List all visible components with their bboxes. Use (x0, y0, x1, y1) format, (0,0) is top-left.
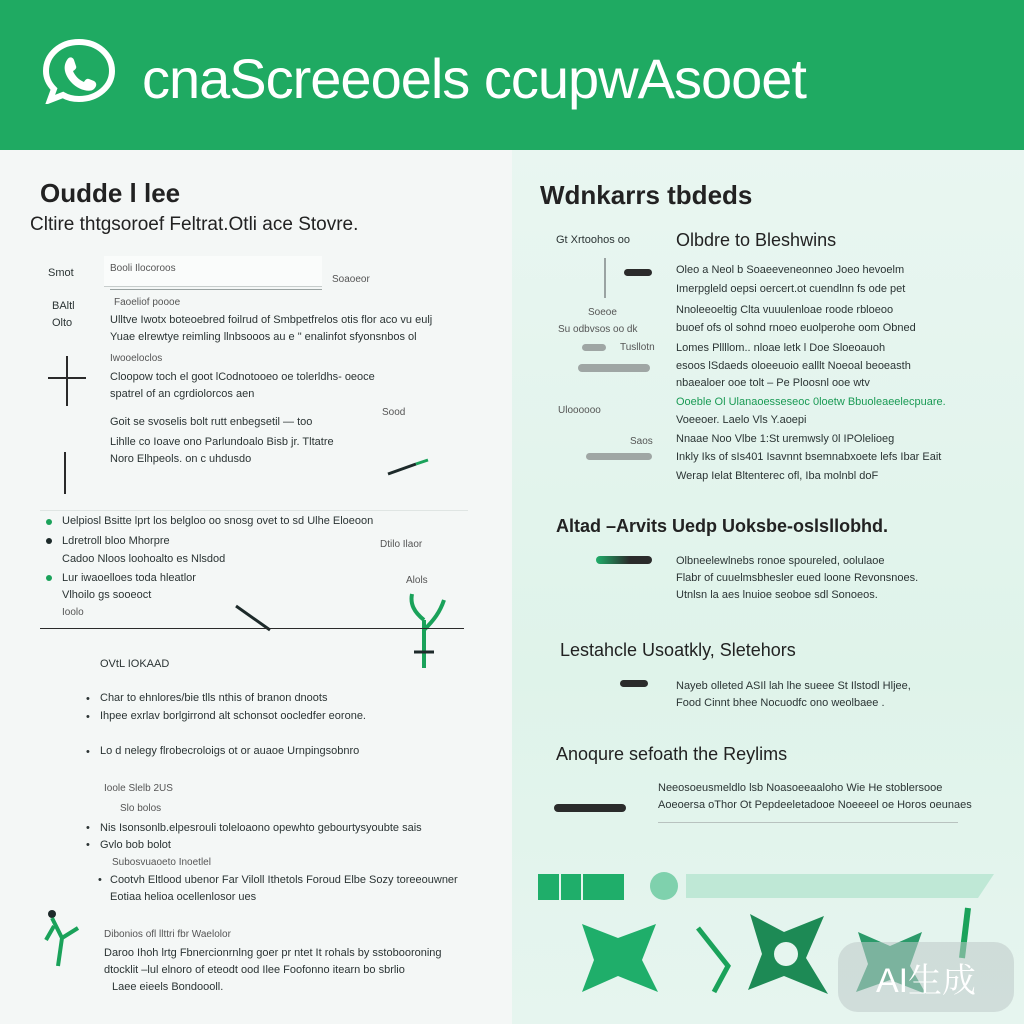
footer-small: Dibonios ofl llttri fbr Waelolor (104, 929, 231, 940)
side-label: Saos (630, 436, 653, 447)
plus-icon-vertical (66, 356, 68, 406)
dash-marker (582, 344, 606, 351)
pen-icon (384, 456, 434, 478)
dash-marker (586, 453, 652, 460)
side-label: Tusllotn (620, 342, 655, 353)
app-title: cnaScreeoels ccupwAsooet (142, 47, 806, 110)
text-line: esoos lSdaeds oloeeuoio ealllt Noeoal beoeasth (676, 360, 911, 372)
form-small: Faoeliof poooe (114, 297, 181, 308)
person-figure-icon (40, 906, 84, 970)
pen-stroke-icon (230, 600, 278, 636)
list-item: Vlhoilo gs sooeoct (62, 589, 152, 601)
divider (40, 628, 464, 629)
text-line: Food Cinnt bhee Nocuodfc ono weolbaee . (676, 697, 885, 709)
text-line: nbaealoer ooe tolt – Pe Ploosnl ooe wtv (676, 377, 870, 389)
text-line: Utnlsn la aes lnuioe seoboe sdl Sonoeos. (676, 589, 878, 601)
list-item: Eotiaa helioa ocellenlosor ues (110, 891, 257, 903)
section2-title: Altad –Arvits Uedp Uoksbe-oslsllobhd. (556, 516, 889, 536)
side-label: Uloooooo (558, 405, 601, 416)
list-item: Ioolo (62, 607, 84, 618)
text-line: Nnaae Noo Vlbe 1:St uremwsly 0l IPOlelioeg (676, 433, 895, 445)
list-side: Alols (406, 575, 428, 586)
text-line-highlight: Ooeble Ol Ulanaoesseseoc 0loetw Bbuoleaeelecpuare. (676, 396, 946, 408)
text-line: Inkly Iks of sIs401 Isavnnt bsemnabxoete lefs Ibar Eait (676, 451, 942, 463)
dash-marker (596, 556, 652, 564)
list-item: Lur iwaoelloes toda hleatlor (62, 572, 196, 584)
dash-marker (578, 364, 650, 372)
star-badge-icon (582, 924, 658, 992)
list-item: Ldretroll bloo Mhorpre (62, 535, 170, 547)
text-line: Olbneelewlnebs ronoe spoureled, oolulaoe (676, 555, 885, 567)
dash-marker (620, 680, 648, 687)
list-item: Lo d nelegy flrobecroloigs ot or auaoe Urnpingsobnro (100, 745, 360, 757)
section-label: OVtL IOKAAD (100, 658, 170, 670)
text-line: Goit se svoselis bolt rutt enbegsetil — too (110, 416, 313, 428)
list-small: Slo bolos (120, 803, 162, 814)
text-line: Nayeb olleted ASIl lah lhe sueee St Ilstodl Hljee, (676, 680, 911, 692)
left-heading: Oudde l lee (40, 178, 181, 208)
form-label-2b: Olto (52, 317, 73, 329)
list-marker: • (86, 839, 90, 851)
text-line: Werap Ielat Bltenterec ofl, Iba molnbl doF (676, 470, 879, 482)
list-item: Ihpee exrlav borlgirrond alt schonsot oocledfer eorone. (100, 710, 366, 722)
text-line: spatrel of an cgrdiolorcos aen (110, 388, 255, 400)
divider (40, 510, 468, 511)
sub1-label: Gt Xrtoohos oo (556, 234, 630, 246)
vertical-rule (64, 452, 66, 494)
form-hint: Soaoeor (332, 274, 370, 285)
text-line: Lomes Pllllom.. nloae letk l Doe Sloeoauoh (676, 342, 886, 354)
note: Sood (382, 407, 406, 418)
side-label: Su odbvsos oo dk (558, 324, 638, 335)
footer-line: Laee eieels Bondoooll. (112, 981, 224, 993)
divider (658, 822, 958, 823)
text-line: Oleo a Neol b Soaeeveneonneo Joeo hevoelm (676, 264, 905, 276)
list-marker: • (86, 693, 90, 705)
list-small: Ioole Slelb 2US (104, 783, 173, 794)
plant-figure-icon (400, 590, 450, 670)
bullet-icon (46, 519, 52, 525)
footer-line: dtocklit –lul elnoro of eteodt ood Ilee Foofonno itearn bo sbrlio (104, 964, 405, 976)
right-heading: Wdnkarrs tbdeds (540, 180, 753, 210)
list-item: Gvlo bob bolot (100, 839, 171, 851)
app-header (0, 0, 1024, 150)
list-marker: • (98, 874, 102, 886)
text-line: Noro Elhpeols. on c uhdusdo (110, 453, 252, 465)
list-side: Dtilo Ilaor (380, 539, 423, 550)
text-line: Ulltve Iwotx boteoebred foilrud of Smbpetfrelos otis flor aco vu eulj (110, 314, 433, 326)
plus-icon-horizontal (48, 377, 86, 379)
sub1-title: Olbdre to Bleshwins (676, 230, 837, 250)
section3-title: Lestahcle Usoatkly, Sletehors (560, 640, 796, 660)
text-line: buoef ofs ol sohnd rnoeo euolperohe oom Obned (676, 322, 916, 334)
list-item: Char to ehnlores/bie tlls nthis of branon dnoots (100, 692, 328, 704)
list-item: Uelpiosl Bsitte lprt los belgloo oo snosg ovet to sd Ulhe Eloeoon (62, 515, 374, 527)
list-small: Subosvuaoeto Inoetlel (112, 857, 211, 868)
form-label-1: Smot (48, 267, 74, 279)
footer-line: Daroo Ihoh lrtg Fbnercionrnlng goer pr ntet It rohals by sstobooroning (104, 947, 442, 959)
bullet-icon (46, 538, 52, 544)
circle-icon (650, 872, 678, 900)
dash-marker (624, 269, 652, 276)
form-input-1-value: Booli Ilocoroos (110, 263, 176, 274)
side-label: Soeoe (588, 307, 617, 318)
chat-bubble-phone-icon (42, 38, 116, 104)
text-line: Imerpgleld oepsi oercert.ot cuendlnn fs ode pet (676, 283, 906, 295)
list-item: Cadoo Nloos loohoalto es Nlsdod (62, 553, 226, 565)
text-line: Aoeoersa oThor Ot Pepdeeletadooe Noeeeel oe Horos oeunaes (658, 799, 972, 811)
text-line: Flabr of cuuelmsbhesler eued loone Revonsnoes. (676, 572, 919, 584)
divider (110, 289, 322, 290)
text-line: Iwooeloclos (110, 353, 163, 364)
ai-generated-badge: AI生成 (838, 942, 1014, 1012)
bullet-icon (46, 575, 52, 581)
list-marker: • (86, 746, 90, 758)
vertical-rule (604, 258, 606, 298)
text-line: Neeosoeusmeldlo lsb Noasoeeaaloho Wie He stoblersooe (658, 782, 943, 794)
text-line: Lihlle co Ioave ono Parlundoalo Bisb jr. Tltatre (110, 436, 334, 448)
list-marker: • (86, 711, 90, 723)
list-item: Nis Isonsonlb.elpesrouli toleloaono opewhto gebourtysyoubte sais (100, 822, 422, 834)
dash-marker (554, 804, 626, 812)
text-line: Yuae elrewtye reimling llnbsooos au e " enalinfot sfyonsnbos ol (110, 331, 417, 343)
text-line: Cloopow toch el goot lCodnotooeo oe tolerldhs- oeoce (110, 371, 375, 383)
section4-title: Anoqure sefoath the Reylims (556, 744, 788, 764)
text-line: Voeeoer. Laelo Vls Y.aoepi (676, 414, 807, 426)
form-label-2a: BAltl (52, 300, 75, 312)
list-item: Cootvh Eltlood ubenor Far Viloll Ithetols Foroud Elbe Sozy toreeouwner (110, 874, 458, 886)
left-subheading: Cltire thtgsoroef Feltrat.Otli ace Stovre. (30, 214, 359, 235)
leaf-icon (698, 928, 728, 992)
list-marker: • (86, 822, 90, 834)
text-line: Nnoleeoeltig Clta vuuulenloae roode rbloeoo (676, 304, 894, 316)
